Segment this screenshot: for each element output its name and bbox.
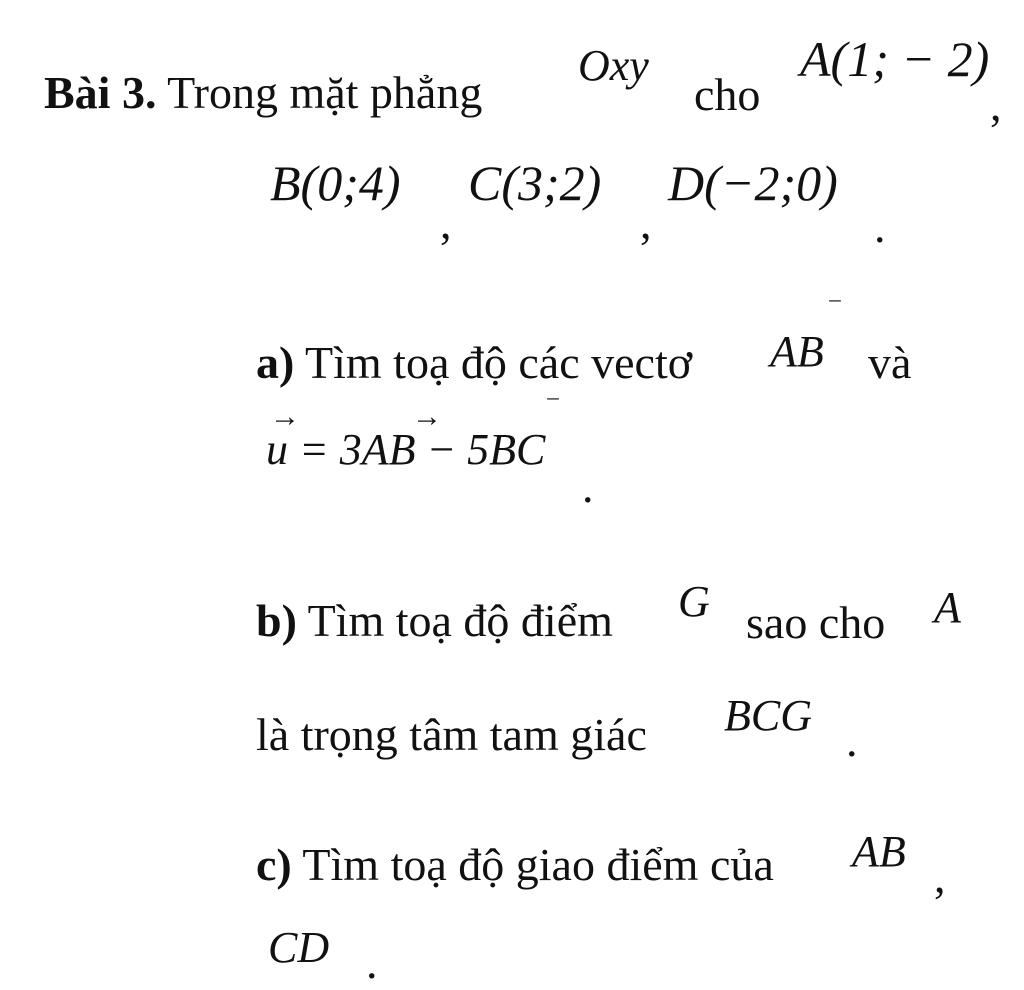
part-b-text2: sao cho <box>746 597 886 648</box>
point-d-coords: D(−2;0) <box>668 155 838 211</box>
part-c-comma: , <box>934 851 946 902</box>
vector-arrow-u: → <box>270 400 300 433</box>
part-a-text: Tìm toạ độ các vectơ <box>305 337 693 388</box>
plane-oxy: Oxy <box>578 41 649 90</box>
part-a-period: . <box>582 461 594 512</box>
part-c-label: c) <box>256 839 292 890</box>
point-a-label: A <box>934 583 961 632</box>
part-c-line <box>256 839 774 890</box>
segment-ab: AB <box>852 827 906 876</box>
part-b-line <box>256 595 613 646</box>
problem-intro-line <box>44 67 483 118</box>
vector-bar-ab: ‾ <box>830 298 840 331</box>
point-b-coords: B(0;4) <box>270 155 401 211</box>
vector-bar-bc: ‾ <box>548 396 558 429</box>
part-b-label: b) <box>256 595 297 646</box>
part-a-and: và <box>868 337 912 388</box>
vector-arrow-ab: → <box>412 400 442 433</box>
triangle-bcg: BCG <box>724 691 812 740</box>
point-a-coords: A(1; − 2) <box>800 31 990 87</box>
part-c-period: . <box>366 937 378 988</box>
part-a-line <box>256 337 693 388</box>
part-b-line2: là trọng tâm tam giác <box>256 709 647 760</box>
intro-text: Trong mặt phẳng <box>167 67 483 118</box>
comma-after-c: , <box>640 197 652 248</box>
comma-after-a: , <box>990 79 1002 130</box>
part-a-label: a) <box>256 337 295 388</box>
part-b-text: Tìm toạ độ điểm <box>307 595 613 646</box>
vector-expression: u = 3AB − 5BC <box>266 425 546 474</box>
part-b-period: . <box>846 715 858 766</box>
part-c-text: Tìm toạ độ giao điểm của <box>302 839 774 890</box>
comma-after-b: , <box>440 197 452 248</box>
segment-cd: CD <box>268 923 330 972</box>
period-after-d: . <box>874 201 886 252</box>
point-c-coords: C(3;2) <box>468 155 602 211</box>
point-g: G <box>678 577 710 626</box>
vector-ab: AB <box>770 327 824 376</box>
cho-text: cho <box>694 69 761 120</box>
problem-title: Bài 3. <box>44 67 157 118</box>
